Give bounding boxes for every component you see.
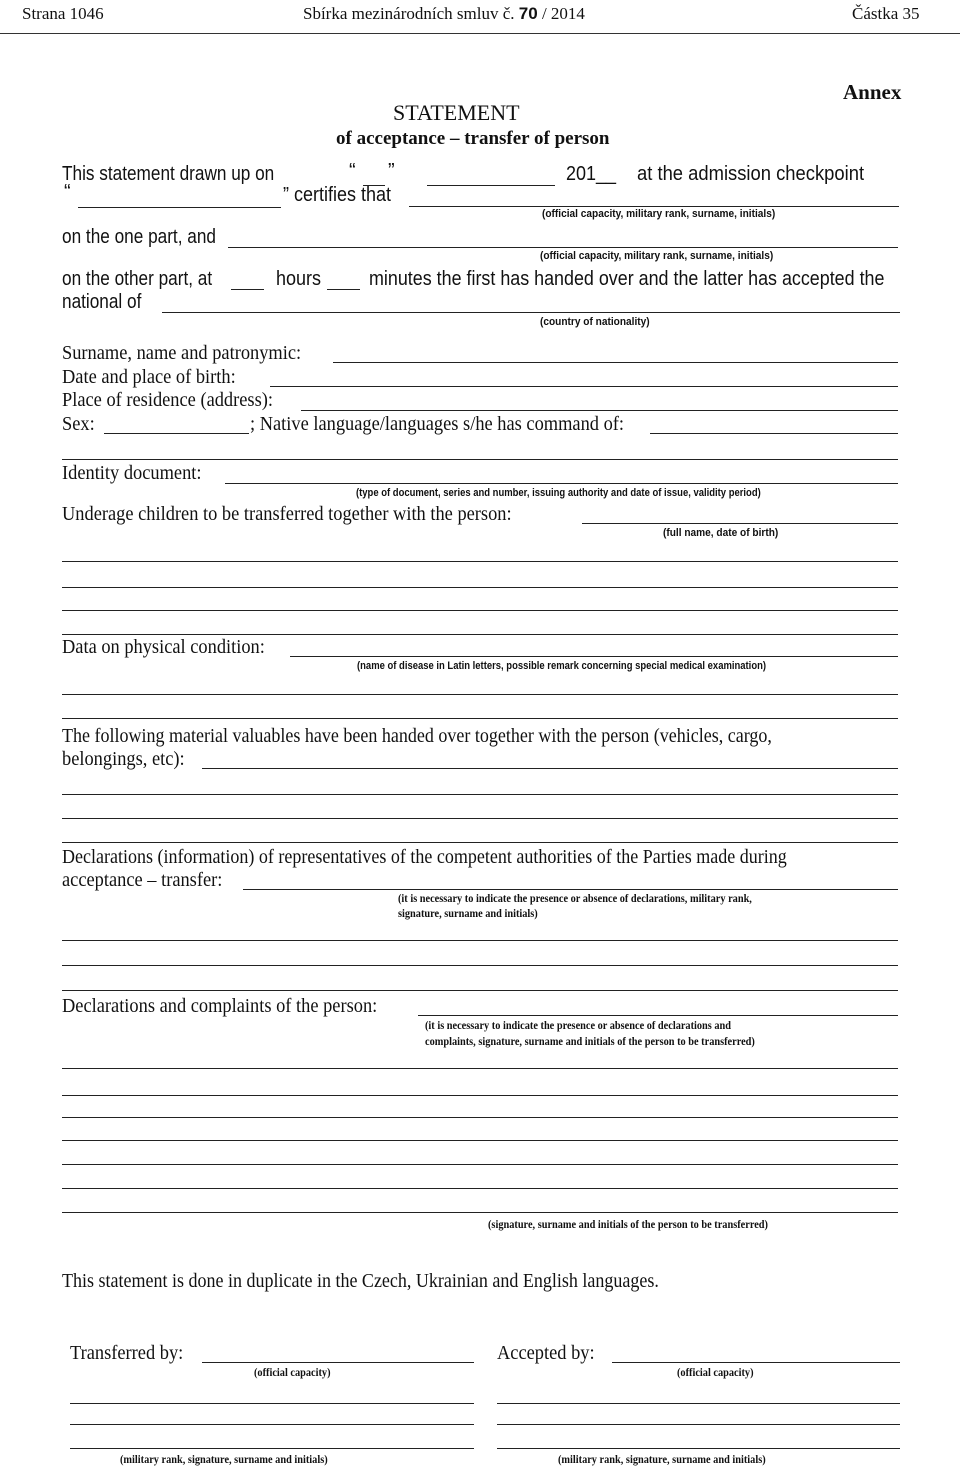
checkpoint-text: at the admission checkpoint	[637, 163, 865, 185]
transferred-official-caption: (official capacity)	[254, 1365, 331, 1379]
date-month-line	[427, 185, 555, 186]
nationality-caption: (country of nationality)	[540, 316, 650, 328]
official-1-caption: (official capacity, military rank, surname, initials)	[542, 208, 776, 220]
transferred-line-2[interactable]	[70, 1403, 474, 1404]
children-line-3[interactable]	[62, 587, 898, 588]
accepted-official-line[interactable]	[612, 1362, 900, 1363]
declarations-text-1: Declarations (information) of representatives of the competent authorities of the Parties made during	[62, 846, 787, 868]
declarations-caption-1: (it is necessary to indicate the presence or absence of declarations, military rank,	[398, 891, 752, 905]
complaints-line-3[interactable]	[62, 1095, 898, 1096]
annex-label: Annex	[843, 80, 902, 104]
transferred-military-caption: (military rank, signature, surname and initials)	[120, 1452, 328, 1466]
children-line-5[interactable]	[62, 634, 898, 635]
physical-line-2[interactable]	[62, 694, 898, 695]
identity-line[interactable]	[225, 483, 898, 484]
complaints-caption-1: (it is necessary to indicate the presence or absence of declarations and	[425, 1018, 732, 1032]
complaints-line-7[interactable]	[62, 1188, 898, 1189]
valuables-line-1[interactable]	[202, 768, 898, 769]
drawn-up-text: This statement drawn up on	[62, 163, 275, 185]
collection-title	[303, 4, 585, 24]
signature-caption: (signature, surname and initials of the person to be transferred)	[488, 1217, 768, 1231]
surname-line[interactable]	[333, 362, 898, 363]
nationality-line	[162, 312, 900, 313]
children-line-2[interactable]	[62, 561, 898, 562]
accepted-military-caption: (military rank, signature, surname and initials)	[558, 1452, 766, 1466]
identity-caption: (type of document, series and number, issuing authority and date of issue, validity period)	[356, 487, 761, 499]
minutes-line	[327, 289, 360, 290]
transferred-official-line[interactable]	[202, 1362, 474, 1363]
collection-number: 70	[518, 4, 538, 23]
transferred-line-3[interactable]	[70, 1424, 474, 1425]
hours-label: hours	[276, 268, 322, 290]
complaints-line-2[interactable]	[62, 1068, 898, 1069]
collection-name: Sbírka mezinárodních smluv č.	[303, 4, 519, 23]
declarations-line-2[interactable]	[62, 940, 898, 941]
one-part-text: on the one part, and	[62, 226, 216, 248]
duplicate-statement: This statement is done in duplicate in the Czech, Ukrainian and English languages.	[62, 1270, 659, 1292]
official-1-line	[409, 206, 899, 207]
complaints-label: Declarations and complaints of the person:	[62, 995, 378, 1017]
checkpoint-name-line	[78, 207, 281, 208]
residence-label: Place of residence (address):	[62, 389, 273, 411]
physical-label: Data on physical condition:	[62, 636, 265, 658]
certifies-text: ” certifies that	[283, 184, 392, 206]
children-caption: (full name, date of birth)	[663, 527, 779, 539]
sex-label: Sex:	[62, 413, 95, 435]
physical-caption: (name of disease in Latin letters, possible remark concerning special medical examination)	[357, 660, 767, 672]
signature-line[interactable]	[62, 1212, 898, 1213]
children-line[interactable]	[582, 523, 898, 524]
complaints-line-1[interactable]	[418, 1015, 898, 1016]
transferred-by-label: Transferred by:	[70, 1342, 184, 1364]
native-language-line[interactable]	[650, 433, 898, 434]
transferred-signature-line[interactable]	[70, 1448, 474, 1449]
statement-title: STATEMENT	[393, 100, 520, 125]
sex-line[interactable]	[104, 433, 249, 434]
accepted-signature-line[interactable]	[497, 1448, 900, 1449]
national-of-text: national of	[62, 291, 142, 313]
valuables-line-4[interactable]	[62, 842, 898, 843]
valuables-line-2[interactable]	[62, 794, 898, 795]
official-2-caption: (official capacity, military rank, surname, initials)	[540, 250, 774, 262]
children-line-4[interactable]	[62, 610, 898, 611]
declarations-line-4[interactable]	[62, 990, 898, 991]
birth-line[interactable]	[270, 386, 898, 387]
year-field: 201__	[566, 163, 617, 185]
complaints-line-6[interactable]	[62, 1164, 898, 1165]
birth-label: Date and place of birth:	[62, 366, 236, 388]
declarations-line-1[interactable]	[243, 889, 898, 890]
date-quote-close: ”	[388, 160, 395, 182]
hours-line	[231, 289, 264, 290]
accepted-line-3[interactable]	[497, 1424, 900, 1425]
accepted-line-2[interactable]	[497, 1403, 900, 1404]
page-number: Strana 1046	[22, 4, 104, 23]
valuables-line-3[interactable]	[62, 818, 898, 819]
identity-label: Identity document:	[62, 462, 202, 484]
declarations-text-2: acceptance – transfer:	[62, 869, 223, 891]
other-part-text: on the other part, at	[62, 268, 213, 290]
issue-number: Částka 35	[852, 4, 920, 23]
declarations-line-3[interactable]	[62, 965, 898, 966]
collection-year: / 2014	[537, 4, 585, 23]
physical-line-3[interactable]	[62, 718, 898, 719]
valuables-text-1: The following material valuables have been handed over together with the person (vehicles, cargo,	[62, 725, 772, 747]
blank-line-1	[62, 459, 898, 460]
children-label: Underage children to be transferred together with the person:	[62, 503, 512, 525]
complaints-caption-2: complaints, signature, surname and initials of the person to be transferred)	[425, 1034, 755, 1048]
header-divider	[0, 33, 960, 34]
accepted-by-label: Accepted by:	[497, 1342, 595, 1364]
complaints-line-4[interactable]	[62, 1117, 898, 1118]
surname-label: Surname, name and patronymic:	[62, 342, 302, 364]
complaints-line-5[interactable]	[62, 1140, 898, 1141]
residence-line[interactable]	[301, 410, 898, 411]
accepted-official-caption: (official capacity)	[677, 1365, 754, 1379]
checkpoint-quote-open: “	[64, 181, 71, 203]
native-language-label: ; Native language/languages s/he has command of:	[250, 413, 625, 435]
minutes-text: minutes the first has handed over and the latter has accepted the	[369, 268, 885, 290]
official-2-line	[228, 247, 898, 248]
statement-subtitle: of acceptance – transfer of person	[336, 128, 610, 149]
physical-line[interactable]	[290, 656, 898, 657]
date-quote-open: “	[349, 160, 356, 182]
valuables-text-2: belongings, etc):	[62, 748, 185, 770]
declarations-caption-2: signature, surname and initials)	[398, 906, 538, 920]
